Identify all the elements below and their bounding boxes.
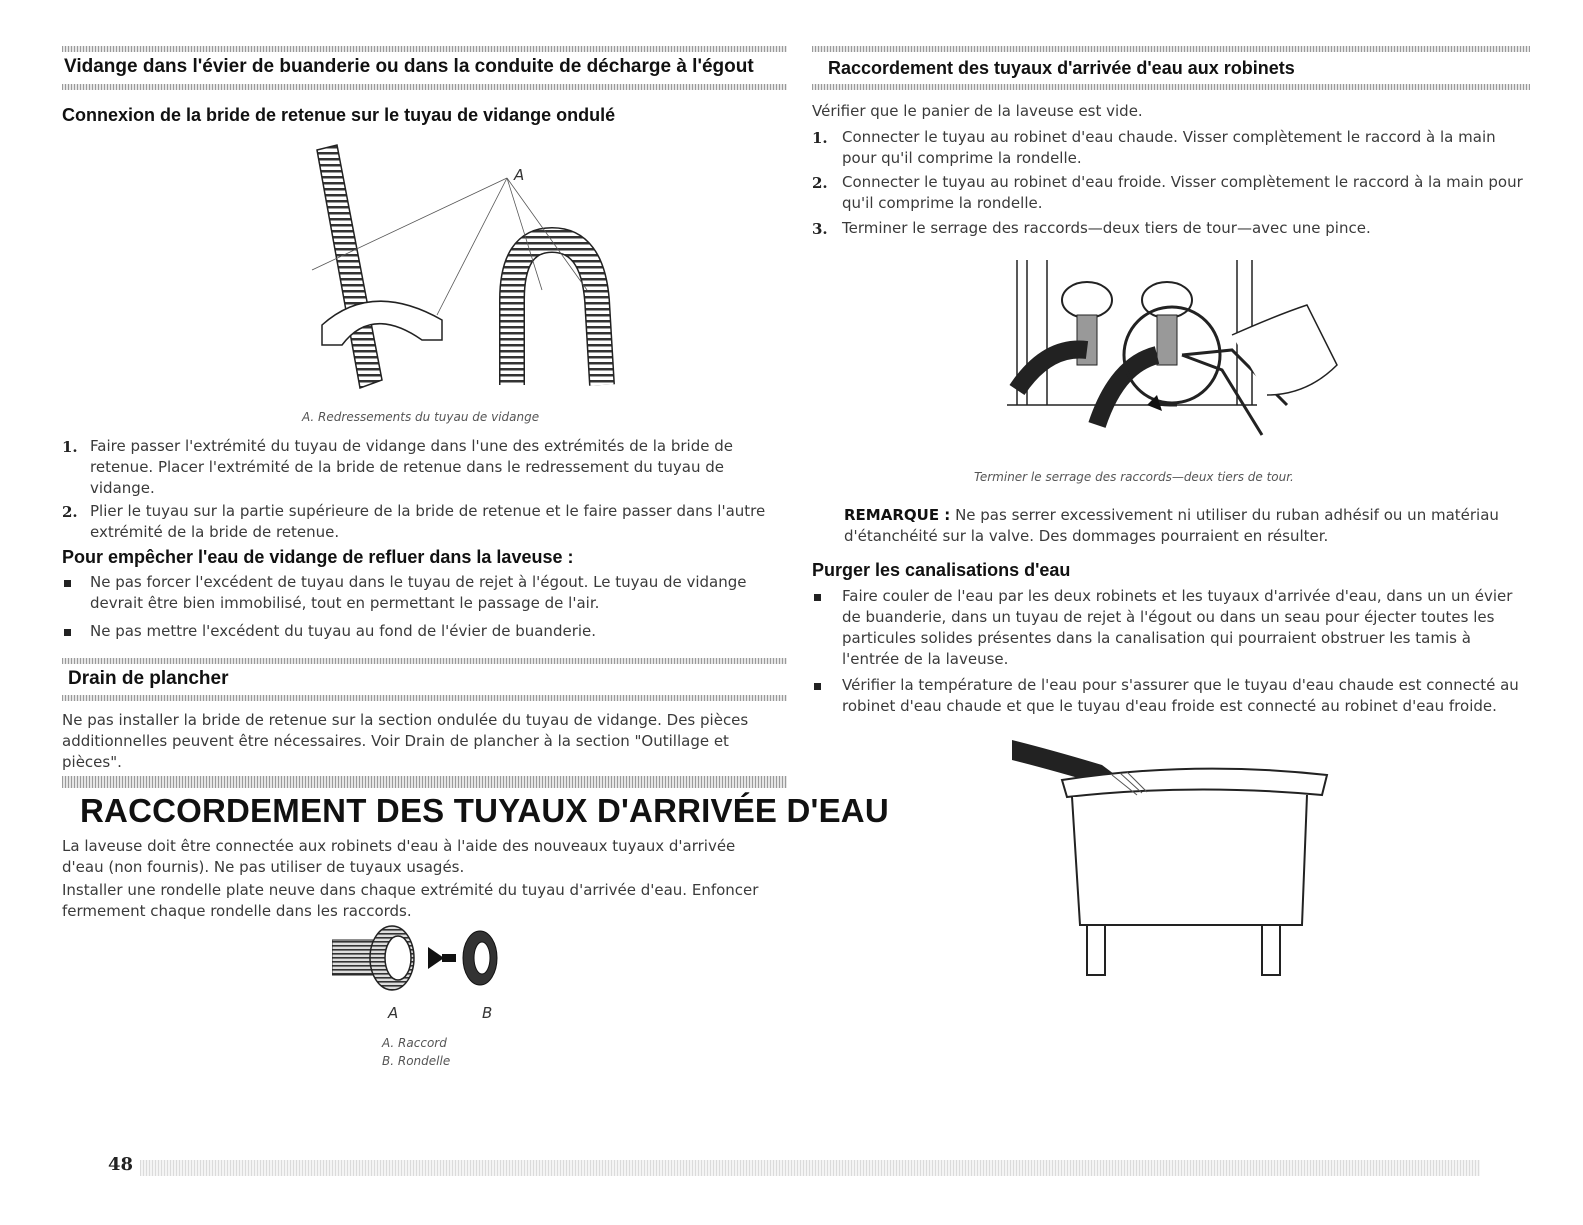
- faucet-pliers-figure: [1007, 255, 1347, 455]
- section-title-drain-sink: Vidange dans l'évier de buanderie ou dans la conduite de décharge à l'égout: [64, 56, 754, 77]
- drain-hose-figure: [242, 140, 622, 402]
- fig1-caption: A. Redressements du tuyau de vidange: [302, 410, 540, 424]
- section-title-floor-drain: Drain de plancher: [68, 668, 229, 689]
- fig2-caption-b: B. Rondelle: [382, 1054, 451, 1068]
- step-text: Terminer le serrage des raccords—deux tiers de tour—avec une pince.: [842, 219, 1371, 237]
- main-title: RACCORDEMENT DES TUYAUX D'ARRIVÉE D'EAU: [80, 792, 889, 829]
- bullet-marker: [814, 594, 821, 601]
- list-item: Ne pas forcer l'excédent de tuyau dans le tuyau de rejet à l'égout. Le tuyau de vidange devrait être bien immobilisé, tout en permettant le passage de l'air.: [90, 573, 747, 612]
- fig2-label-b: B: [482, 1004, 493, 1022]
- step-number: 1.: [812, 129, 828, 147]
- subsection-title-backflow: Pour empêcher l'eau de vidange de refluer dans la laveuse :: [62, 547, 574, 567]
- subsection-title-purge: Purger les canalisations d'eau: [812, 560, 1071, 580]
- step-number: 2.: [62, 503, 78, 521]
- rule-bottom: [62, 84, 787, 90]
- bullet-marker: [814, 683, 821, 690]
- faucet-fig-caption: Terminer le serrage des raccords—deux tiers de tour.: [974, 470, 1294, 484]
- step-number: 1.: [62, 438, 78, 456]
- intro-text: Vérifier que le panier de la laveuse est vide.: [812, 102, 1143, 120]
- paragraph: Installer une rondelle plate neuve dans chaque extrémité du tuyau d'arrivée d'eau. Enfoncer fermement chaque rondelle dans les raccords.: [62, 881, 759, 920]
- rule-top: [812, 46, 1530, 52]
- paragraph: La laveuse doit être connectée aux robinets d'eau à l'aide des nouveaux tuyaux d'arrivée d'eau (non fournis). Ne pas utiliser de tuyaux usagés.: [62, 837, 736, 876]
- rule-bottom: [62, 695, 787, 701]
- step-text: Connecter le tuyau au robinet d'eau chaude. Visser complètement le raccord à la main pour qu'il comprime la rondelle.: [842, 128, 1496, 167]
- list-item: Ne pas mettre l'excédent du tuyau au fond de l'évier de buanderie.: [90, 622, 597, 640]
- bullet-marker: [64, 629, 71, 636]
- list-item: Faire couler de l'eau par les deux robinets et les tuyaux d'arrivée d'eau, dans un un évier de buanderie, dans un tuyau de rejet à l'égout ou dans un seau pour éjecter toutes les particules solides présentes dans la canalisation qui pourraient obstruer les tamis à l'entrée de la laveuse.: [842, 587, 1513, 668]
- fig2-label-a: A: [388, 1004, 399, 1022]
- page-number: 48: [108, 1154, 134, 1175]
- list-item: Vérifier la température de l'eau pour s'assurer que le tuyau d'eau chaude est connecté au robinet d'eau chaude et que le tuyau d'eau froide est connecté au robinet d'eau froide.: [842, 676, 1519, 715]
- fig2-caption-a: A. Raccord: [382, 1036, 447, 1050]
- step-text: Plier le tuyau sur la partie supérieure de la bride de retenue et le faire passer dans l'autre extrémité de la bride de retenue.: [90, 502, 766, 541]
- rule-top: [62, 658, 787, 664]
- fig1-label-a: A: [514, 166, 525, 184]
- footer-rule: [140, 1160, 1480, 1176]
- step-text: Faire passer l'extrémité du tuyau de vidange dans l'une des extrémités de la bride de retenue. Placer l'extrémité de la bride de retenue dans le redressement du tuyau de vidange.: [90, 437, 733, 497]
- rule-heavy: [62, 776, 787, 788]
- remark-label: REMARQUE :: [844, 506, 951, 524]
- remark-text: Ne pas serrer excessivement ni utiliser du ruban adhésif ou un matériau d'étanchéité sur la valve. Des dommages pourraient en résulter.: [844, 506, 1499, 545]
- rule-bottom: [812, 84, 1530, 90]
- step-number: 2.: [812, 174, 828, 192]
- bullet-marker: [64, 580, 71, 587]
- rule-top: [62, 46, 787, 52]
- step-text: Connecter le tuyau au robinet d'eau froide. Visser complètement le raccord à la main pour qu'il comprime la rondelle.: [842, 173, 1523, 212]
- coupling-washer-figure: [332, 925, 532, 1005]
- subsection-title-clip: Connexion de la bride de retenue sur le tuyau de vidange ondulé: [62, 105, 616, 125]
- remark: [844, 505, 1530, 547]
- laundry-tub-figure: [1012, 735, 1342, 985]
- section-title-faucets: Raccordement des tuyaux d'arrivée d'eau aux robinets: [828, 58, 1295, 78]
- step-number: 3.: [812, 220, 828, 238]
- floor-drain-text: Ne pas installer la bride de retenue sur la section ondulée du tuyau de vidange. Des pièces additionnelles peuvent être nécessaires. Voir Drain de plancher à la section "Outillage et pièces".: [62, 711, 749, 771]
